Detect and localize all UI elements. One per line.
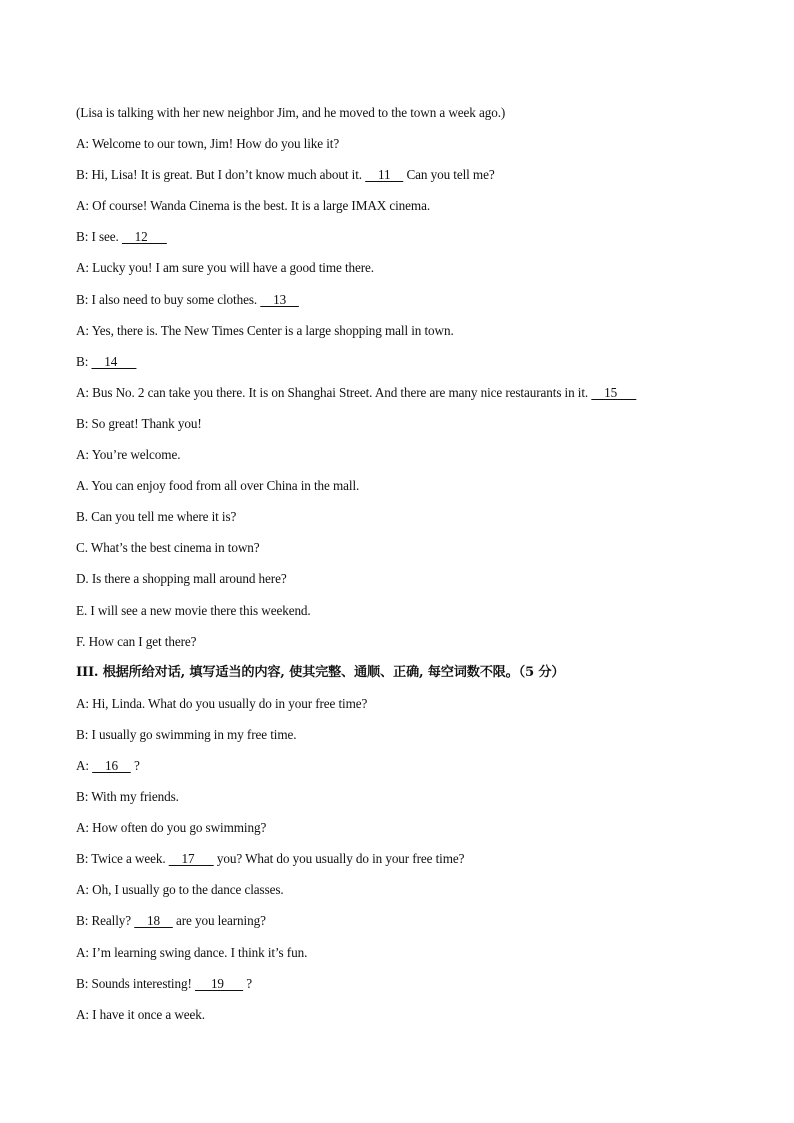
dialogue-line: A: You’re welcome. <box>76 447 181 463</box>
dialogue-line <box>76 910 736 941</box>
line-text: are you learning? <box>172 913 266 929</box>
dialogue-line: A: I have it once a week. <box>76 1006 205 1022</box>
dialogue-line: A: How often do you go swimming? <box>76 820 267 836</box>
blank-11: 11 <box>365 167 404 183</box>
option-d: D. Is there a shopping mall around here? <box>76 571 287 587</box>
blank-16: 16 <box>92 757 131 773</box>
dialogue-line <box>76 164 736 195</box>
blank-18: 18 <box>134 913 173 929</box>
line-text: B: Really? <box>76 913 135 929</box>
blank-19: 19 <box>194 975 244 991</box>
dialogue-line <box>76 351 736 382</box>
dialogue-line: A: Of course! Wanda Cinema is the best. It is a large IMAX cinema. <box>76 198 431 214</box>
dialogue-line: B: With my friends. <box>76 789 179 805</box>
line-text: B: Twice a week. <box>76 851 169 867</box>
line-text: B: <box>76 353 92 369</box>
blank-15: 15 <box>591 384 637 400</box>
option-f: F. How can I get there? <box>76 633 197 649</box>
dialogue-line <box>76 289 736 320</box>
dialogue-line: A: Welcome to our town, Jim! How do you like it? <box>76 136 340 152</box>
line-text: A: Bus No. 2 can take you there. It is on Shanghai Street. And there are many nice restaurants in it. <box>76 384 592 400</box>
dialogue-line: A: Oh, I usually go to the dance classes. <box>76 882 284 898</box>
document-body <box>76 102 736 1035</box>
dialogue-line <box>76 848 736 879</box>
blank-14: 14 <box>91 353 137 369</box>
blank-17: 17 <box>168 851 214 867</box>
dialogue-line: B: I usually go swimming in my free time. <box>76 726 297 742</box>
blank-13: 13 <box>260 291 299 307</box>
dialogue-line: A: Lucky you! I am sure you will have a good time there. <box>76 260 374 276</box>
line-text: B: I also need to buy some clothes. <box>76 291 261 307</box>
dialogue-line <box>76 973 736 1004</box>
option-c: C. What’s the best cinema in town? <box>76 540 260 556</box>
dialogue-line: A: Hi, Linda. What do you usually do in your free time? <box>76 695 368 711</box>
line-text: B: Hi, Lisa! It is great. But I don’t know much about it. <box>76 167 366 183</box>
dialogue-line <box>76 226 736 257</box>
dialogue-intro: (Lisa is talking with her new neighbor Jim, and he moved to the town a week ago.) <box>76 105 506 120</box>
line-text: A: <box>76 757 93 773</box>
line-text: you? What do you usually do in your free time? <box>213 851 465 867</box>
option-e: E. I will see a new movie there this weekend. <box>76 602 311 618</box>
dialogue-line: A: Yes, there is. The New Times Center is a large shopping mall in town. <box>76 322 454 338</box>
line-text: Can you tell me? <box>403 167 495 183</box>
line-text: ? <box>243 975 253 991</box>
option-b: B. Can you tell me where it is? <box>76 509 237 525</box>
line-text: B: I see. <box>76 229 122 245</box>
dialogue-line <box>76 755 736 786</box>
line-text: ? <box>130 757 140 773</box>
line-text: B: Sounds interesting! <box>76 975 195 991</box>
dialogue-line: A: I’m learning swing dance. I think it’s fun. <box>76 944 308 960</box>
dialogue-line: B: So great! Thank you! <box>76 415 202 431</box>
dialogue-line <box>76 382 736 413</box>
blank-12: 12 <box>121 229 167 245</box>
section-heading: III. 根据所给对话, 填写适当的内容, 使其完整、通顺、正确, 每空词数不限。（5 分） <box>76 664 565 680</box>
option-a: A. You can enjoy food from all over China in the mall. <box>76 478 360 494</box>
